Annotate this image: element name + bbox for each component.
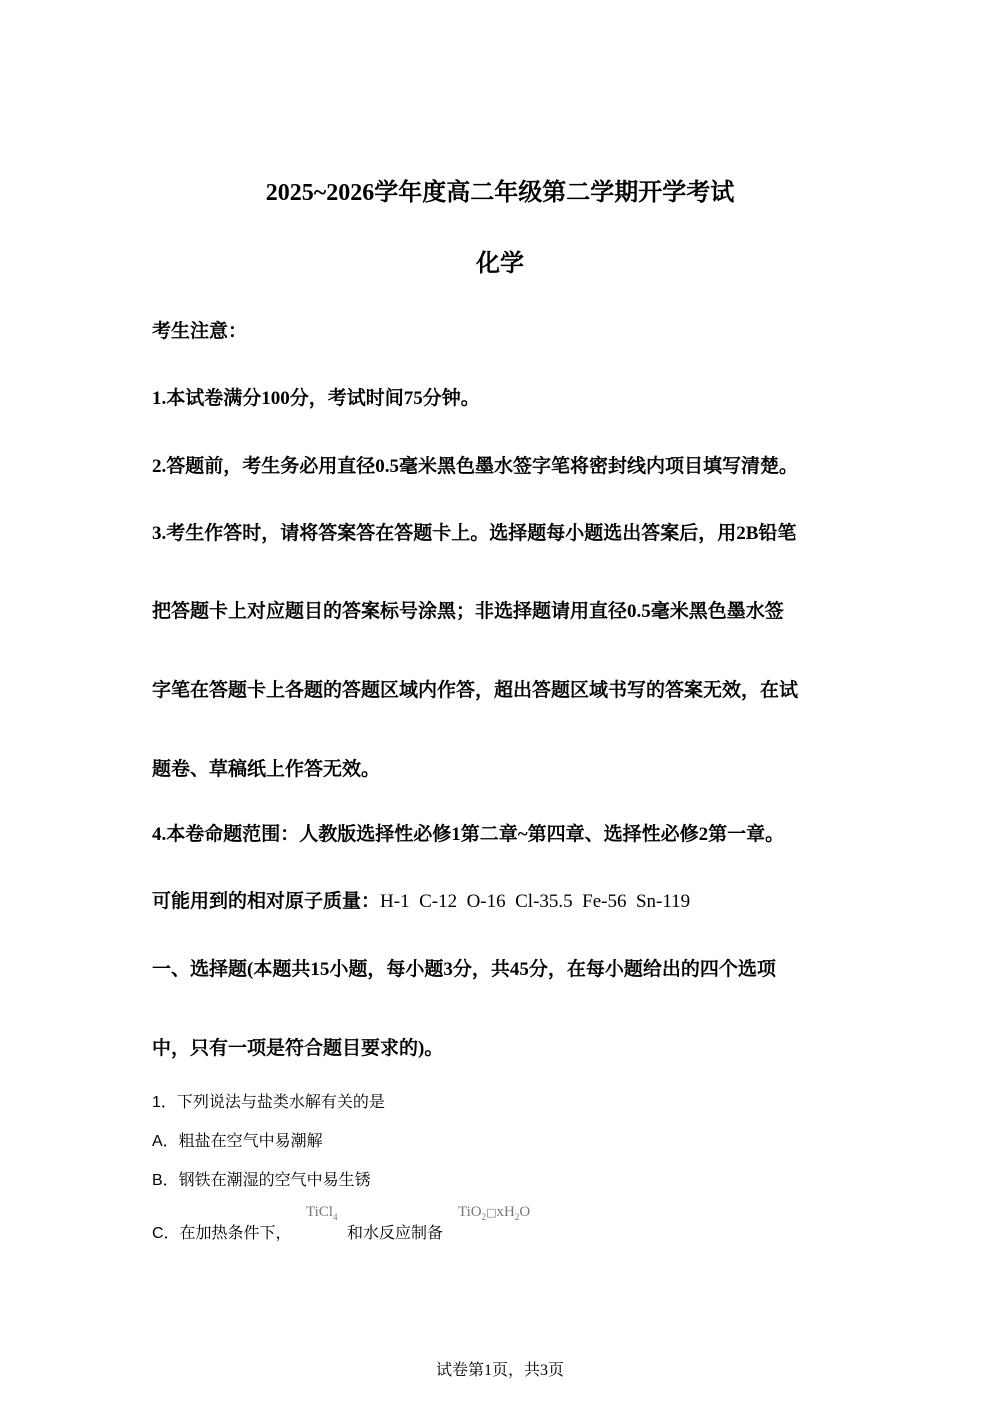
notice-item-3-line-2: 把答题卡上对应题目的答案标号涂黑；非选择题请用直径0.5毫米黑色墨水签 (152, 601, 784, 622)
question-1-option-c-prefix: C．在加热条件下， (152, 1225, 292, 1242)
notice-item-3-line-1: 3.考生作答时，请将答案答在答题卡上。选择题每小题选出答案后，用2B铅笔 (152, 523, 797, 544)
formula-ticl4: TiCl$_4$ (306, 1204, 338, 1222)
section-heading-line-2: 中，只有一项是符合题目要求的)。 (152, 1038, 444, 1059)
atomic-mass-line (152, 886, 690, 913)
question-1-stem: 1．下列说法与盐类水解有关的是 (152, 1094, 385, 1111)
page-footer: 试卷第1页，共3页 (435, 1362, 564, 1379)
notice-item-4: 4.本卷命题范围：人教版选择性必修1第二章~第四章、选择性必修2第一章。 (152, 824, 785, 845)
exam-title: 2025~2026学年度高二年级第二学期开学考试 (265, 180, 735, 206)
notice-item-3-line-4: 题卷、草稿纸上作答无效。 (152, 759, 381, 780)
atomic-mass-values: H-1 C-12 O-16 Cl-35.5 Fe-56 Sn-119 (380, 891, 691, 912)
notice-heading: 考生注意： (152, 321, 248, 342)
atomic-mass-label: 可能用到的相对原子质量： (152, 891, 381, 912)
question-1-option-c-middle: 和水反应制备 (347, 1225, 444, 1242)
notice-item-2: 2.答题前，考生务必用直径0.5毫米黑色墨水签字笔将密封线内项目填写清楚。 (152, 456, 799, 477)
notice-item-1: 1.本试卷满分100分，考试时间75分钟。 (152, 388, 480, 409)
notice-item-3-line-3: 字笔在答题卡上各题的答题区域内作答，超出答题区域书写的答案无效，在试 (152, 680, 799, 701)
formula-tio2-xh2o: $TiO_2□xH_2O$ (458, 1204, 531, 1222)
question-1-option-a: A．粗盐在空气中易潮解 (152, 1133, 323, 1150)
subject-title: 化学 (476, 251, 524, 277)
section-heading-line-1: 一、选择题(本题共15小题，每小题3分，共45分，在每小题给出的四个选项 (152, 959, 776, 980)
question-1-option-b: B．钢铁在潮湿的空气中易生锈 (152, 1172, 371, 1189)
